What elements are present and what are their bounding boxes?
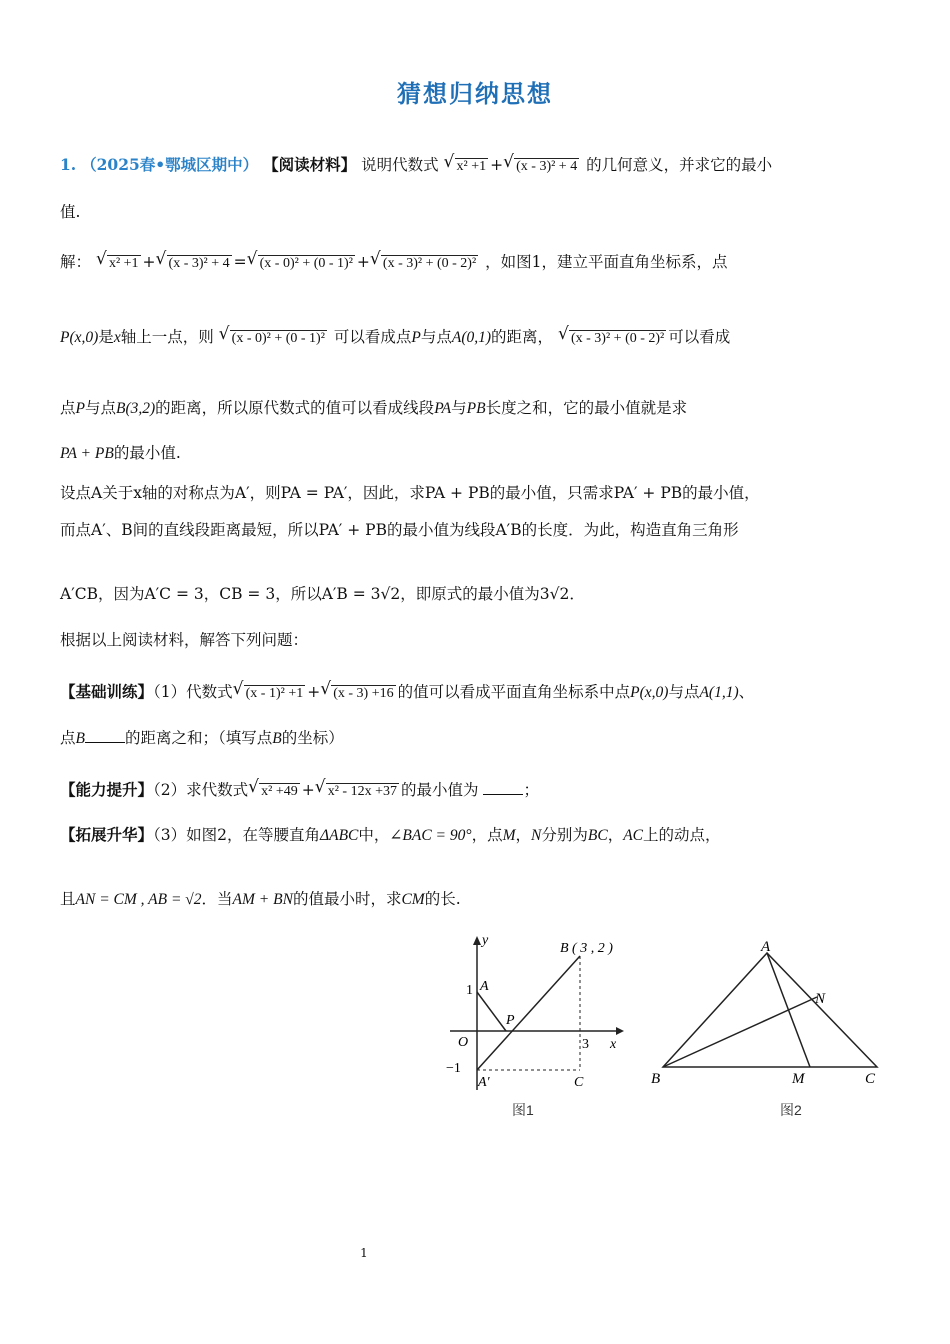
var-P: P xyxy=(411,329,421,346)
text: 且 xyxy=(60,890,76,908)
solution-line-4 xyxy=(60,441,181,466)
label-neg-one: −1 xyxy=(446,1061,461,1076)
text: ； xyxy=(523,781,539,799)
segment-cm: CM xyxy=(401,891,425,908)
label-a: A xyxy=(761,939,771,955)
solution-line-6: 而点A′、B间的直线段距离最短，所以PA′ + PB的最小值为线段A′B的长度．为此，构造直角三角形 xyxy=(60,521,739,539)
solution-line-3 xyxy=(60,396,687,421)
text: 的距离之和；（填写点 xyxy=(124,729,273,747)
text: ．当 xyxy=(201,890,233,908)
text: 的最小值. xyxy=(113,444,181,462)
text: 的距离，所以原代数式的值可以看成线段 xyxy=(155,399,435,417)
text: 与点 xyxy=(84,399,116,417)
solution-line-5: 设点A关于x轴的对称点为A′，则PA = PA′，因此，求PA + PB的最小值，只需求PA′ + PB的最小值， xyxy=(60,484,760,502)
label-one: 1 xyxy=(466,983,473,998)
text: 可以看成点 xyxy=(333,328,412,346)
text: （1）代数式 xyxy=(153,683,233,701)
text: 是 xyxy=(98,328,114,346)
label-c: C xyxy=(574,1075,584,1090)
page-number: 1 xyxy=(360,1246,368,1260)
text: 点 xyxy=(60,729,76,747)
point-b: B(3,2) xyxy=(116,400,156,417)
sqrt-distance-pb: √ (x - 3)² + (0 - 2)² xyxy=(372,250,478,276)
point-a: A(0,1) xyxy=(451,329,492,346)
label-three: 3 xyxy=(582,1037,589,1052)
part-1-line-2 xyxy=(60,726,344,751)
question-intro-line-2: 值. xyxy=(60,203,81,221)
solution-line-2 xyxy=(60,325,730,351)
equals-sign: = xyxy=(233,253,247,271)
var-B: B xyxy=(75,730,85,747)
label-p: P xyxy=(506,1013,515,1028)
segment-bn xyxy=(663,997,817,1067)
text: ， xyxy=(607,826,624,844)
question-source: （2025春•鄂城区期中） xyxy=(81,155,259,174)
label-b: B ( 3 , 2 ) xyxy=(560,941,613,956)
y-axis-arrow xyxy=(473,936,481,945)
text: 的值可以看成平面直角坐标系中点 xyxy=(397,683,631,701)
text: 的值最小时，求 xyxy=(292,890,402,908)
text: 、 xyxy=(738,683,755,701)
label-o: O xyxy=(458,1035,469,1050)
var-N: N xyxy=(531,827,542,844)
figure-2-caption: 图2 xyxy=(780,1102,802,1118)
text: 上的动点， xyxy=(643,826,721,844)
page-title: 猜想归纳思想 xyxy=(397,79,553,108)
segment-ac: AC xyxy=(623,827,644,844)
part-1-line-1: 【基础训练】（1）代数式√ (x - 1)² +1 +√ (x - 3) +16 的值可以看成平面直角坐标系中点P(x,0)与点A(1,1)、 xyxy=(60,680,754,706)
part-3-line-1 xyxy=(60,823,721,848)
sqrt-part2-1: √ x² +49 xyxy=(250,778,300,804)
text: 中， xyxy=(358,826,390,844)
question-1-header: 1. （2025春•鄂城区期中） 【阅读材料】 说明代数式 √ x² +1 +√ (x - 3)² + 4 的几何意义，并求它的最小 xyxy=(60,153,772,179)
text: ，点 xyxy=(471,826,503,844)
sqrt-part1-2: √ (x - 3) +16 xyxy=(322,680,395,706)
x-axis-arrow xyxy=(616,1027,624,1035)
label-x: x xyxy=(610,1037,617,1052)
text: 可以看成 xyxy=(668,328,731,346)
reading-material-tag: 【阅读材料】 xyxy=(263,155,357,174)
point-p: P(x,0) xyxy=(60,329,99,346)
part-2-line: 【能力提升】（2）求代数式√ x² +49 +√ x² - 12x +37 的最小值为 ； xyxy=(60,778,539,804)
label-m: M xyxy=(792,1071,805,1087)
text: 长度之和，它的最小值就是求 xyxy=(485,399,688,417)
sqrt-part2-2: √ x² - 12x +37 xyxy=(317,778,399,804)
question-intro: 说明代数式 xyxy=(361,156,439,174)
condition: AN = CM , AB = √2 xyxy=(75,891,202,908)
sqrt-distance-pa-2: √ (x - 0)² + (0 - 1)² xyxy=(221,325,327,351)
sqrt-expr-1: √ x² +1 xyxy=(446,153,489,179)
sqrt-distance-pb-2: √ (x - 3)² + (0 - 2)² xyxy=(560,325,666,351)
segment-ap xyxy=(477,992,506,1031)
label-y: y xyxy=(482,933,489,948)
text: 与点 xyxy=(668,683,700,701)
figure-1-coordinate-plot xyxy=(440,930,640,1100)
text: 分别为 xyxy=(541,826,588,844)
label-c: C xyxy=(865,1071,876,1087)
segment-bc: BC xyxy=(587,827,608,844)
sqrt-expr-2: √ (x - 3)² + 4 xyxy=(505,153,579,179)
solution-line-1: 解： √ x² +1 +√ (x - 3)² + 4 =√ (x - 0)² + (0 - 1)² +√ (x - 3)² + (0 - 2)² ，如图1，建立平面直角坐标系，点 xyxy=(60,250,727,276)
segment-pb: PB xyxy=(466,400,486,417)
sqrt-expr-2b: √ (x - 3)² + 4 xyxy=(158,250,232,276)
sqrt-part1-1: √ (x - 1)² +1 xyxy=(235,680,306,706)
text: （3）如图2，在等腰直角 xyxy=(153,826,320,844)
question-number: 1. xyxy=(60,155,77,174)
label-a-prime: A′ xyxy=(478,1075,490,1090)
solution-line-1-text: ，如图1，建立平面直角坐标系，点 xyxy=(485,253,728,271)
basic-training-tag: 【基础训练】 xyxy=(60,682,154,701)
text: 与点 xyxy=(420,328,452,346)
sqrt-expr-1b: √ x² +1 xyxy=(98,250,141,276)
text: 的坐标） xyxy=(281,729,344,747)
var-B: B xyxy=(272,730,282,747)
text: 的长. xyxy=(424,890,461,908)
extension-tag: 【拓展升华】 xyxy=(60,825,154,844)
ability-improve-tag: 【能力提升】 xyxy=(60,780,154,799)
sqrt-distance-pa: √ (x - 0)² + (0 - 1)² xyxy=(249,250,355,276)
text: ， xyxy=(515,826,532,844)
segment-pa: PA xyxy=(434,400,452,417)
question-intro-end: 的几何意义，并求它的最小 xyxy=(586,156,773,174)
var-x: x xyxy=(113,329,121,346)
text: 轴上一点，则 xyxy=(120,328,214,346)
text: 与 xyxy=(451,399,467,417)
solution-line-8: 根据以上阅读材料，解答下列问题： xyxy=(60,631,309,649)
expr-pa-pb: PA + PB xyxy=(60,445,114,462)
solution-line-7: A′CB，因为A′C = 3，CB = 3，所以A′B = 3√2，即原式的最小值为3√2． xyxy=(60,585,585,603)
text: （2）求代数式 xyxy=(153,781,249,799)
var-P: P xyxy=(75,400,85,417)
label-n: N xyxy=(815,991,826,1007)
var-M: M xyxy=(502,827,516,844)
part-3-line-2 xyxy=(60,887,461,912)
text: 的距离， xyxy=(491,328,554,346)
figure-2-triangle xyxy=(645,935,885,1095)
triangle-abc-shape xyxy=(663,953,877,1067)
figure-1-caption: 图1 xyxy=(512,1102,534,1118)
point-a: A(1,1) xyxy=(699,684,739,701)
solution-label: 解： xyxy=(60,253,92,271)
text: 点 xyxy=(60,399,76,417)
point-p: P(x,0) xyxy=(630,684,669,701)
angle-bac: ∠BAC = 90° xyxy=(389,827,472,844)
text: 的最小值为 xyxy=(401,781,479,799)
label-b: B xyxy=(651,1071,661,1087)
answer-blank-1[interactable] xyxy=(85,728,125,743)
answer-blank-2[interactable] xyxy=(483,780,523,795)
expr-am-bn: AM + BN xyxy=(232,891,293,908)
label-a: A xyxy=(480,979,489,994)
triangle-abc: ΔABC xyxy=(320,827,359,844)
